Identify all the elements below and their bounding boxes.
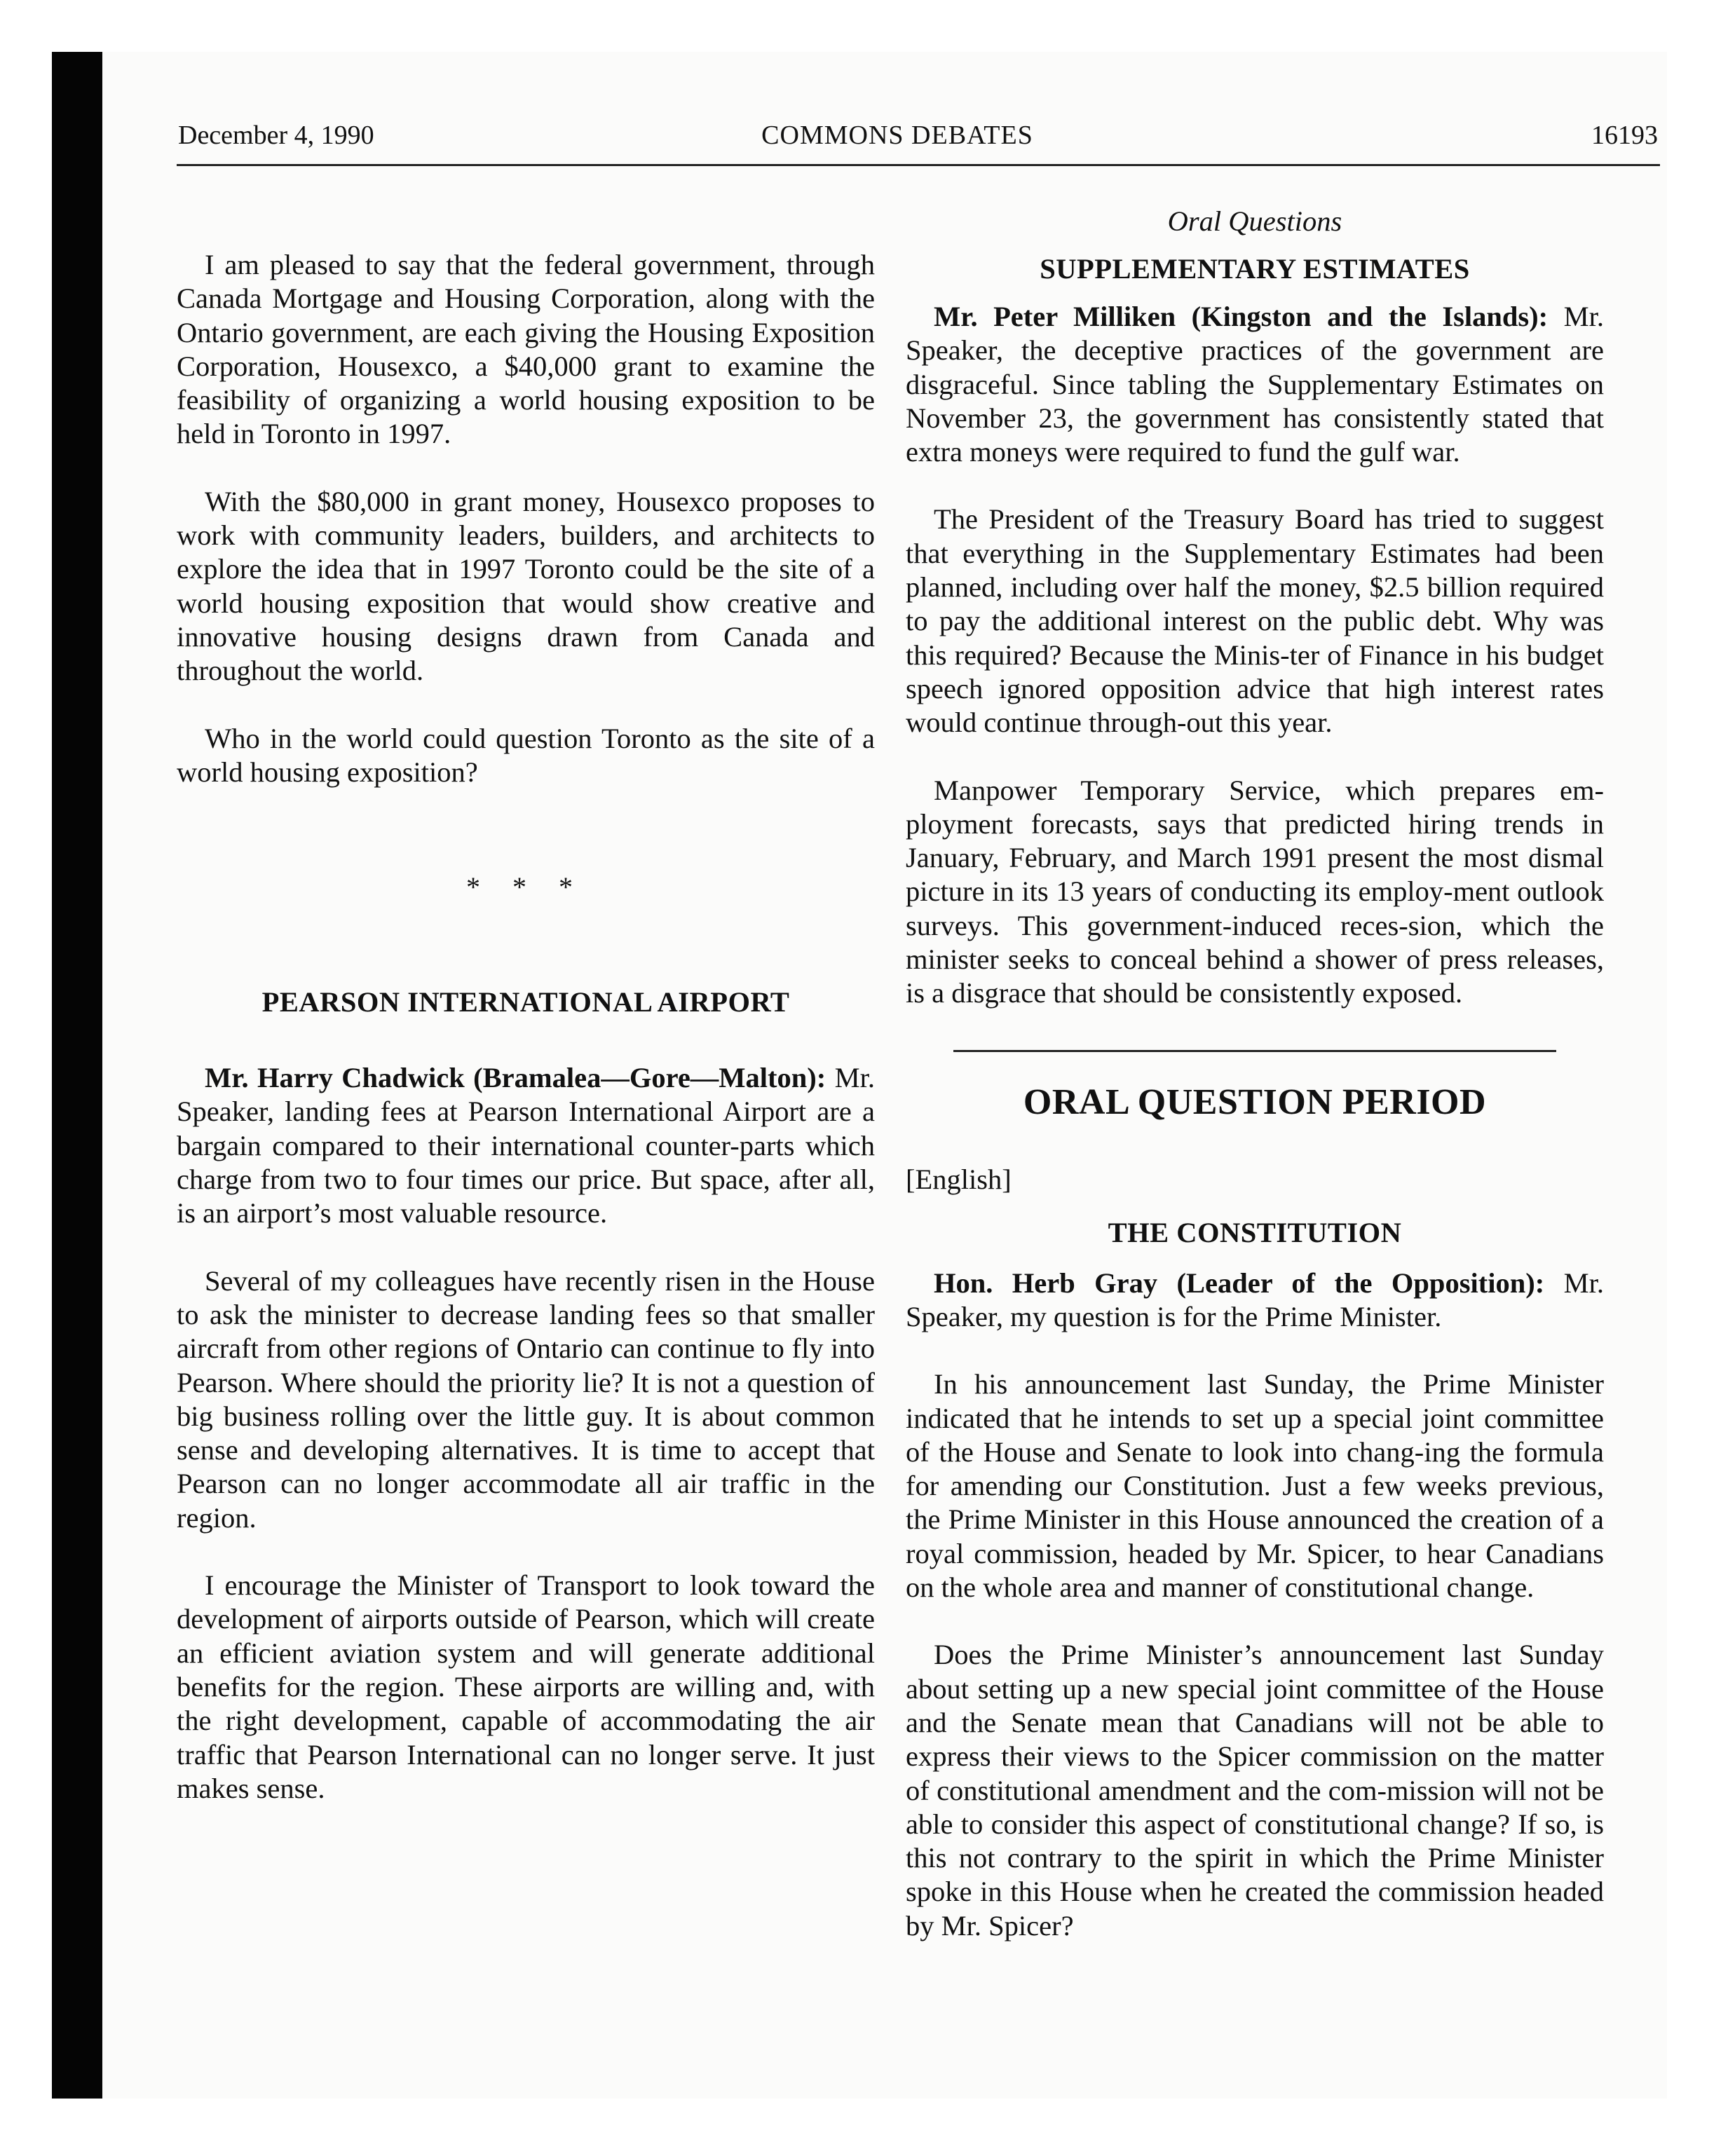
- heading-oral-question-period: ORAL QUESTION PERIOD: [1023, 1082, 1487, 1122]
- right-column: [906, 205, 1604, 1977]
- speech-gray-text: Mr. Speaker, my question is for the Prime Minister.: [906, 1267, 1604, 1332]
- heading-pearson-airport: PEARSON INTERNATIONAL AIRPORT: [261, 986, 790, 1018]
- speech-chadwick-text: Mr. Speaker, landing fees at Pearson International Airport are a bargain compared to their international counter-parts which charge from two to four times our price. But space, after all, is an airport’s most valuable resource.: [177, 1062, 875, 1229]
- speaker-gray: Hon. Herb Gray (Leader of the Opposition):: [934, 1267, 1545, 1299]
- header-publication: COMMONS DEBATES: [761, 121, 1033, 150]
- scan-binding-edge: [52, 52, 102, 2099]
- section-break-asterisms: * * *: [466, 871, 585, 903]
- paragraph-housing-grant: I am pleased to say that the federal government, through Canada Mortgage and Housing Corporation, along with the Ontario government, are each giving the Housing Exposition Corporation, Housexco, a $40,000 grant to examine the feasibility of organizing a world housing exposition to be held in Toronto in 1997.: [177, 249, 875, 450]
- header-rule: [177, 164, 1660, 166]
- paragraph-landing-fees: Several of my colleagues have recently risen in the House to ask the minister to decrease landing fees so that smaller aircraft from other regions of Ontario can continue to fly into Pearson. Where should the priority lie? It is not a question of big business rolling over the little guy. It is about common sense and developing alternatives. It is time to accept that Pearson can no longer accommodate all air traffic in the region.: [177, 1264, 875, 1534]
- paragraph-spicer-question: Does the Prime Minister’s announcement last Sunday about setting up a new special joint committee of the House and the Senate mean that Canadians will not be able to express their views to the Spicer commission on the matter of constitutional amendment and the com-mission will not be able to consider this aspect of constitutional change? If so, is this not contrary to the spirit in which the Prime Minister spoke in this House when he created the commission headed by Mr. Spicer?: [906, 1639, 1604, 1942]
- heading-supplementary-estimates: SUPPLEMENTARY ESTIMATES: [1040, 253, 1470, 285]
- left-column: [177, 248, 875, 1839]
- speaker-milliken: Mr. Peter Milliken (Kingston and the Islands):: [934, 301, 1549, 332]
- paragraph-minister-transport: I encourage the Minister of Transport to look toward the development of airports outside of Pearson, which will create an efficient aviation system and will generate additional benefits for the region. These airports are willing and, with the right development, capable of accommodating the air traffic that Pearson International can no longer serve. It just makes sense.: [177, 1569, 875, 1804]
- heading-constitution: THE CONSTITUTION: [1108, 1216, 1402, 1248]
- paragraph-grant-money: With the $80,000 in grant money, Housexco proposes to work with community leaders, builders, and architects to explore the idea that in 1997 Toronto could be the site of a world housing exposition that would show creative and innovative housing designs drawn from Canada and throughout the world.: [177, 485, 875, 687]
- speech-milliken: [906, 300, 1604, 469]
- speech-gray: [906, 1267, 1604, 1335]
- speaker-chadwick: Mr. Harry Chadwick (Bramalea—Gore—Malton):: [205, 1062, 826, 1094]
- speech-chadwick: [177, 1061, 875, 1230]
- header-date: December 4, 1990: [178, 121, 374, 150]
- language-tag-english: [English]: [906, 1163, 1012, 1195]
- header-page-number: 16193: [1591, 121, 1658, 150]
- section-tag-oral-questions: Oral Questions: [1167, 205, 1342, 237]
- paragraph-manpower: Manpower Temporary Service, which prepares em-ployment forecasts, says that predicted hiring trends in January, February, and March 1991 present the most dismal picture in its 13 years of conducting its employ-ment outlook surveys. This government-induced reces-sion, which the minister seeks to conceal behind a shower of press releases, is a disgrace that should be consistently exposed.: [906, 774, 1604, 1009]
- speech-milliken-text: Mr. Speaker, the deceptive practices of the government are disgraceful. Since tabling the Supplementary Estimates on November 23, the government has consistently stated that extra moneys were required to fund the gulf war.: [906, 301, 1604, 468]
- paragraph-treasury-board: The President of the Treasury Board has tried to suggest that everything in the Supplementary Estimates had been planned, including over half the money, $2.5 billion required to pay the additional interest on the public debt. Why was this required? Because the Minis-ter of Finance in his budget speech ignored opposition advice that high interest rates would continue through-out this year.: [906, 503, 1604, 739]
- paragraph-toronto-question: Who in the world could question Toronto as the site of a world housing exposition?: [177, 722, 875, 788]
- section-divider: [953, 1050, 1556, 1052]
- paragraph-announcement: In his announcement last Sunday, the Prime Minister indicated that he intends to set up a special joint committee of the House and Senate to look into chang-ing the formula for amending our Constitution. Just a few weeks previous, the Prime Minister in this House announced the creation of a royal commission, headed by Mr. Spicer, to hear Canadians on the whole area and manner of constitutional change.: [906, 1368, 1604, 1604]
